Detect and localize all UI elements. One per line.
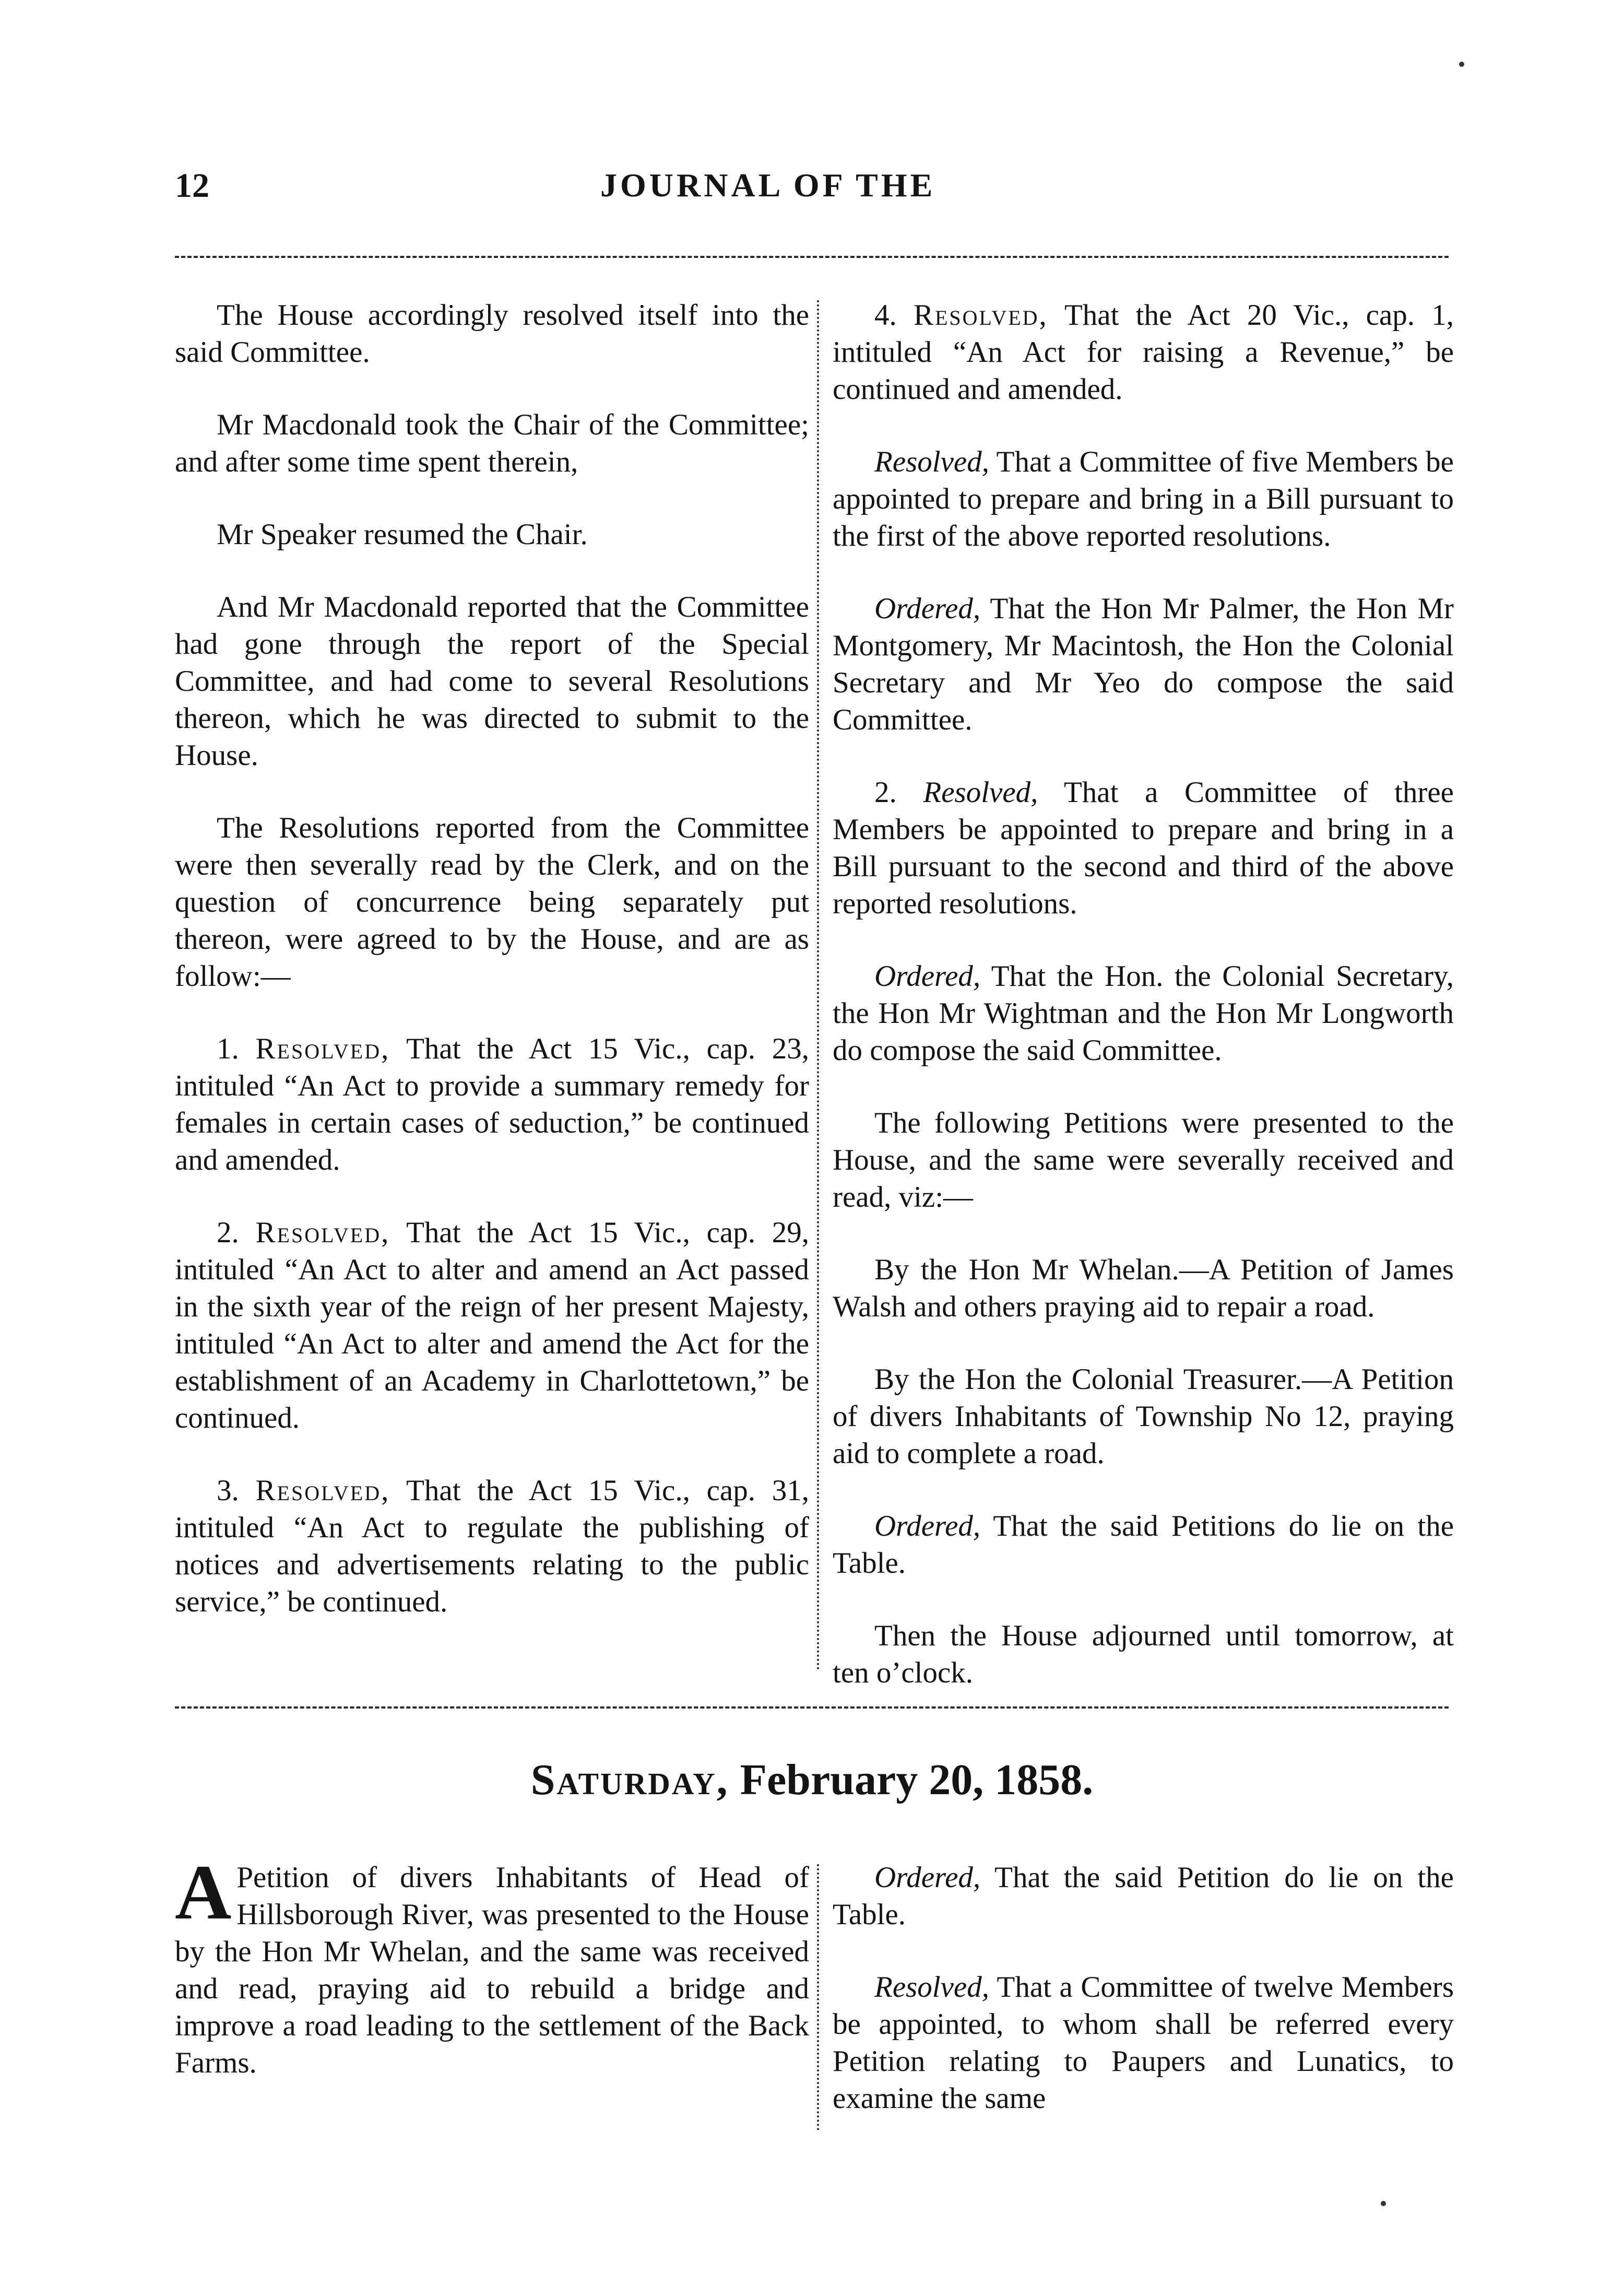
- section-rule: [175, 1706, 1449, 1709]
- paragraph: [833, 1859, 1454, 1933]
- paragraph-lead: Ordered,: [874, 960, 981, 993]
- resolution-text: That the Act 15 Vic., cap. 23, intituled “An Act to provide a summary remedy for females in certain cases of seduction,” be continued and amended.: [175, 1032, 809, 1176]
- paragraph: Mr Macdonald took the Chair of the Committee; and after some time spent therein,: [175, 408, 809, 478]
- paragraph-text: Petition of divers Inhabitants of Head of Hillsborough River, was presented to the House by the Hon Mr Whelan, and the same was received and read, praying aid to rebuild a bridge and improve a road leading to the settlement of the Back Farms.: [175, 1861, 809, 2079]
- right-column-1: [833, 297, 1454, 1727]
- paragraph-text: That a Committee of twelve Members be appointed, to whom shall be referred every Petition relating to Paupers and Lunatics, to examine the same: [833, 1971, 1454, 2115]
- paragraph: [833, 958, 1454, 1069]
- resolution-number: 1.: [217, 1032, 239, 1065]
- resolution-text: That the Act 20 Vic., cap. 1, intituled “An Act for raising a Revenue,” be continued and amended.: [833, 299, 1454, 406]
- paragraph: [833, 1507, 1454, 1582]
- day-heading-date: February 20, 1858.: [740, 1756, 1094, 1804]
- right-column-2: [833, 1859, 1454, 2152]
- paragraph: By the Hon the Colonial Treasurer.—A Petition of divers Inhabitants of Township No 12, praying aid to complete a road.: [833, 1363, 1454, 1470]
- resolution-lead: Resolved,: [913, 299, 1048, 332]
- resolution-number: 3.: [217, 1474, 239, 1507]
- resolution-3: [175, 1472, 809, 1620]
- paragraph-text: That a Committee of five Members be appointed to prepare and bring in a Bill pursuant to the first of the above reported resolutions.: [833, 445, 1454, 552]
- resolution-text: That the Act 15 Vic., cap. 31, intituled “An Act to regulate the publishing of notices and advertisements relating to the public service,” be continued.: [175, 1474, 809, 1618]
- paragraph: Then the House adjourned until tomorrow, at ten o’clock.: [833, 1619, 1454, 1689]
- resolution-lead: Resolved,: [255, 1474, 390, 1507]
- day-heading: [0, 1754, 1624, 1805]
- paragraph: [833, 1969, 1454, 2117]
- paragraph: [833, 590, 1454, 738]
- paragraph: [175, 1849, 809, 2081]
- paragraph: The House accordingly resolved itself into the said Committee.: [175, 299, 809, 369]
- paragraph: By the Hon Mr Whelan.—A Petition of James Walsh and others praying aid to repair a road.: [833, 1253, 1454, 1323]
- paragraph-text: That the said Petition do lie on the Table.: [833, 1861, 1454, 1931]
- paragraph-lead: Resolved,: [874, 445, 989, 478]
- day-heading-day: Saturday,: [530, 1756, 729, 1804]
- paragraph-lead: Resolved,: [923, 776, 1038, 809]
- paragraph: [833, 443, 1454, 555]
- page-number: 12: [175, 167, 209, 205]
- resolution-lead: Resolved,: [255, 1032, 390, 1065]
- resolution-number: 2.: [217, 1216, 239, 1249]
- paragraph: And Mr Macdonald reported that the Committee had gone through the report of the Special Committee, and had come to several Resolutions thereon, which he was directed to submit to the House.: [175, 591, 809, 772]
- paragraph-number: 2.: [874, 776, 897, 809]
- column-divider: [817, 300, 819, 1671]
- paragraph-text: That the said Petitions do lie on the Table.: [833, 1510, 1454, 1580]
- column-divider: [817, 1864, 819, 2130]
- paper-speck: [1459, 62, 1464, 67]
- top-rule: [175, 256, 1449, 258]
- resolution-1: [175, 1030, 809, 1179]
- paragraph-text: That the Hon. the Colonial Secretary, the Hon Mr Wightman and the Hon Mr Longworth do compose the said Committee.: [833, 960, 1454, 1067]
- drop-cap: A: [175, 1849, 232, 1936]
- paragraph: The following Petitions were presented to the House, and the same were severally received and read, viz:—: [833, 1106, 1454, 1214]
- paragraph-lead: Resolved,: [874, 1971, 989, 2004]
- paragraph: [833, 774, 1454, 922]
- resolution-2: [175, 1214, 809, 1436]
- paper-speck: [1381, 2201, 1386, 2206]
- resolution-4: [833, 297, 1454, 408]
- paragraph-text: That the Hon Mr Palmer, the Hon Mr Montgomery, Mr Macintosh, the Hon the Colonial Secretary and Mr Yeo do compose the said Committee.: [833, 592, 1454, 736]
- left-column-2: [175, 1849, 809, 2117]
- paragraph-text: That a Committee of three Members be appointed to prepare and bring in a Bill pursuant to the second and third of the above reported resolutions.: [833, 776, 1454, 920]
- running-title: JOURNAL OF THE: [600, 167, 936, 204]
- paragraph: Mr Speaker resumed the Chair.: [217, 518, 588, 551]
- resolution-text: That the Act 15 Vic., cap. 29, intituled “An Act to alter and amend an Act passed in the sixth year of the reign of her present Majesty, intituled “An Act to alter and amend the Act for the establishment of an Academy in Charlottetown,” be continued.: [175, 1216, 809, 1434]
- left-column-1: [175, 297, 809, 1656]
- paragraph-lead: Ordered,: [874, 592, 981, 625]
- paragraph: The Resolutions reported from the Committee were then severally read by the Clerk, and on the question of concurrence being separately put thereon, were agreed to by the House, and are as follow:—: [175, 811, 809, 993]
- resolution-number: 4.: [874, 299, 897, 332]
- paragraph-lead: Ordered,: [874, 1861, 981, 1894]
- resolution-lead: Resolved,: [255, 1216, 390, 1249]
- paragraph-lead: Ordered,: [874, 1510, 981, 1542]
